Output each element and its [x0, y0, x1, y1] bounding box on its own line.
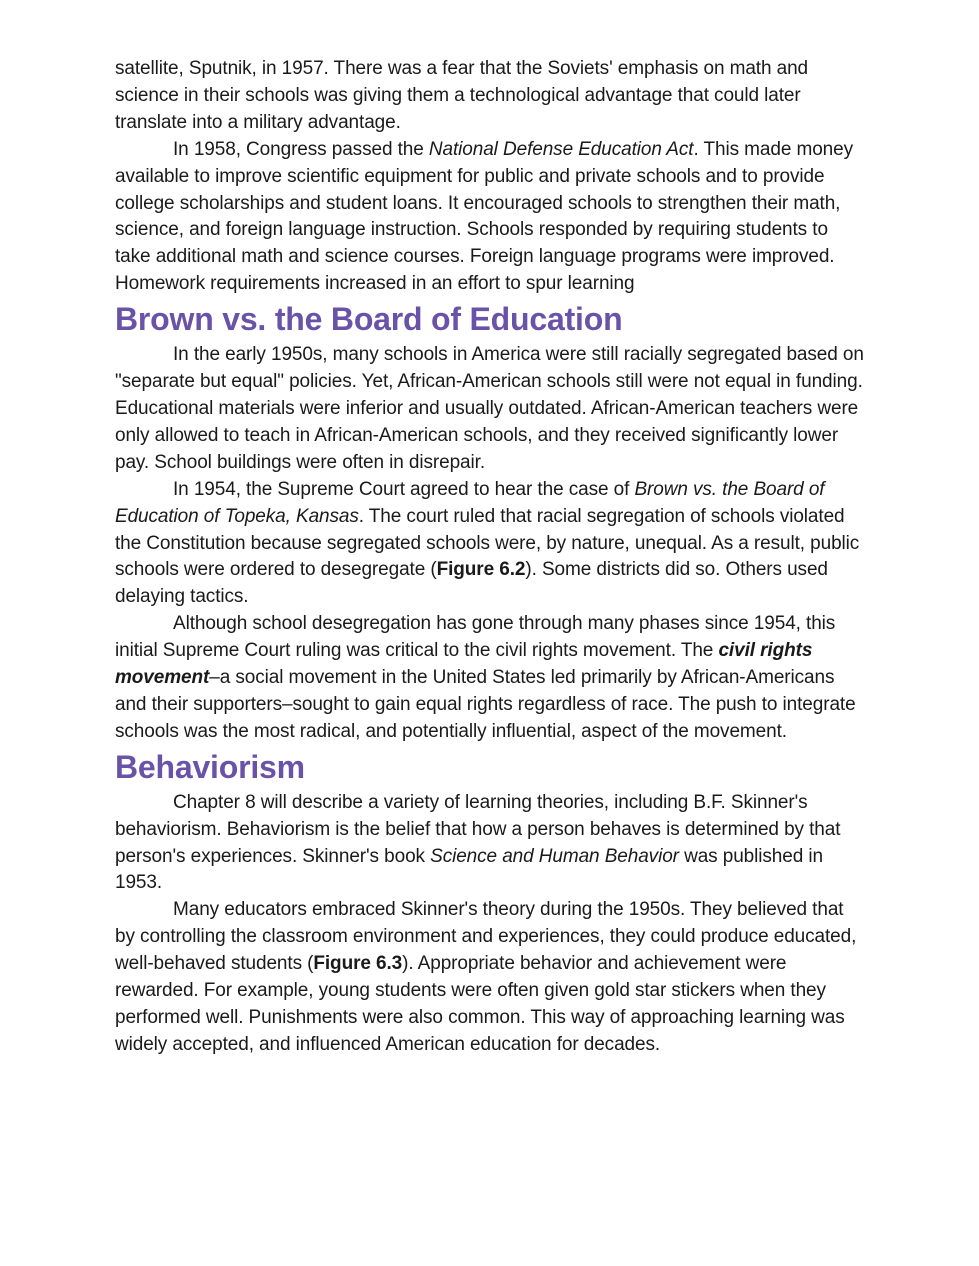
figure-reference: Figure 6.2	[436, 559, 526, 581]
intro-paragraph-2	[115, 137, 867, 298]
behaviorism-paragraph-2	[115, 897, 867, 1058]
text-run: ). Appropriate behavior and achievement were rewarded. For example, young students were often given gold star stickers when they performed well. Punishments were also common. This way of approaching learning was widely accepted, and influenced American education for decades.	[115, 953, 845, 1055]
act-title-italic: National Defense Education Act	[428, 138, 694, 160]
text-run: Chapter 8 will describe a variety of learning theories, including B.F. Skinner's behaviorism. Behaviorism is the belief that how a person behaves is determined by that person's experiences. Skinner's book	[115, 791, 841, 867]
section-heading-brown: Brown vs. the Board of Education	[115, 301, 623, 338]
intro-paragraph-1: satellite, Sputnik, in 1957. There was a fear that the Soviets' emphasis on math and science in their schools was giving them a technological advantage that could later translate into a military advantage.	[115, 58, 809, 133]
key-term-text: civil rights movement	[115, 640, 813, 689]
brown-paragraph-1: In the early 1950s, many schools in America were still racially segregated based on "separate but equal" policies. Yet, African-American schools still were not equal in funding. Educational materials were inferior and usually outdated. African-American teachers were only allowed to teach in African-American schools, and they received significantly lower pay. School buildings were often in disrepair.	[115, 344, 864, 473]
figure-reference: Figure 6.3	[313, 953, 403, 975]
text-run: was published in 1953.	[115, 845, 823, 894]
book-title-italic: Science and Human Behavior	[430, 845, 679, 867]
text-run: In 1958, Congress passed the	[173, 138, 429, 160]
text-run: . This made money available to improve scientific equipment for public and private schools and to provide college scholarships and student loans. It encouraged schools to strengthen their math, science, and foreign language instruction. Schools responded by requiring students to take additional math and science courses. Foreign language programs were improved. Homework requirements increased in an effort to spur learning	[115, 138, 853, 295]
case-title-italic: Brown vs. the Board of Education of Topeka, Kansas	[115, 478, 825, 527]
text-run: . The court ruled that racial segregation of schools violated the Constitution because segregated schools were, by nature, unequal. As a result, public schools were ordered to desegregate (	[115, 505, 860, 581]
brown-paragraph-2	[115, 477, 867, 612]
text-run: –a social movement in the United States led primarily by African-Americans and their supporters–sought to gain equal rights regardless of race. The push to integrate schools was the most radical, and potentially influential, aspect of the movement.	[115, 667, 856, 742]
text-run: Although school desegregation has gone through many phases since 1954, this initial Supreme Court ruling was critical to the civil rights movement. The	[115, 613, 836, 662]
document-page	[115, 56, 867, 1059]
text-run: Many educators embraced Skinner's theory during the 1950s. They believed that by controlling the classroom environment and experiences, they could produce educated, well-behaved students (	[115, 899, 857, 975]
behaviorism-paragraph-1	[115, 790, 867, 898]
text-run: In 1954, the Supreme Court agreed to hear the case of	[173, 478, 635, 500]
brown-paragraph-3	[115, 611, 867, 746]
text-run: ). Some districts did so. Others used delaying tactics.	[115, 559, 828, 608]
section-heading-behaviorism: Behaviorism	[115, 748, 305, 785]
